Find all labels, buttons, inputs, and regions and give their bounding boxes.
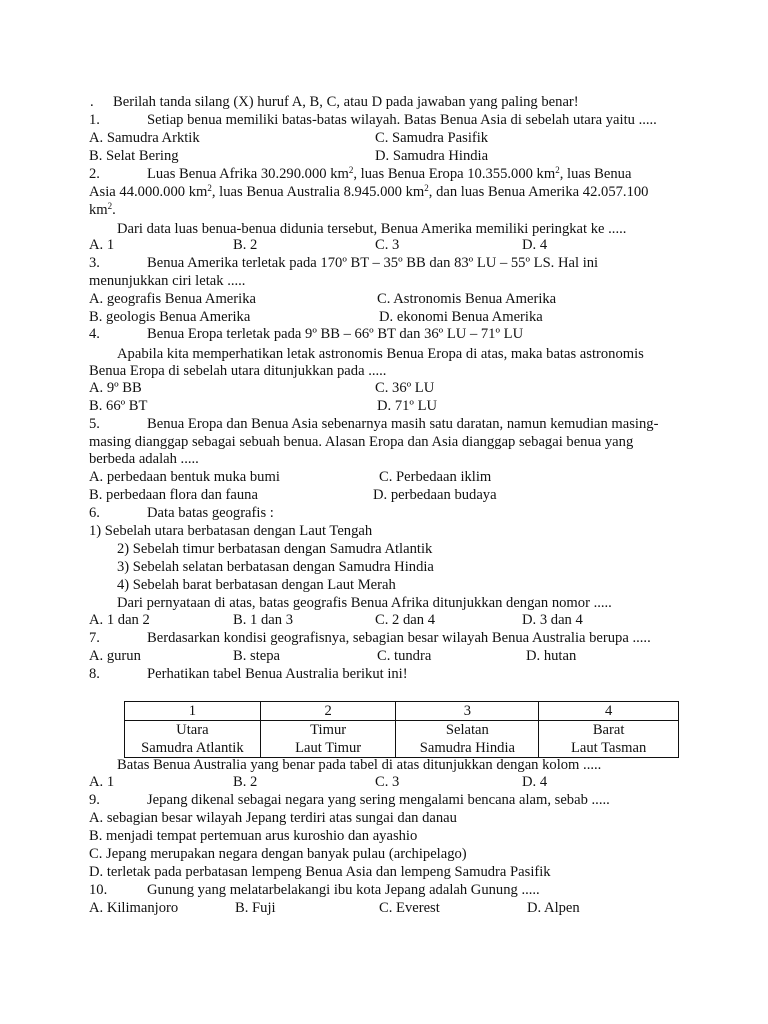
option-a: A. 9º BB (89, 380, 142, 396)
table-cell: Barat Laut Tasman (539, 721, 679, 758)
option-b: B. geologis Benua Amerika (89, 309, 251, 325)
option-a: A. sebagian besar wilayah Jepang terdiri atas sungai dan danau (89, 810, 457, 826)
option-d: D. 4 (522, 774, 548, 790)
question-text: Benua Eropa dan Benua Asia sebenarnya masih satu daratan, namun kemudian masing- (147, 416, 659, 432)
table-row (125, 721, 679, 758)
table-header-cell: 4 (539, 702, 679, 721)
option-c: C. Perbedaan iklim (379, 469, 492, 485)
question-text: Benua Amerika terletak pada 170º BT – 35º BB dan 83º LU – 55º LS. Hal ini (147, 255, 599, 271)
table-cell: Utara Samudra Atlantik (125, 721, 261, 758)
option-a: A. 1 dan 2 (89, 612, 150, 628)
question-text: Jepang dikenal sebagai negara yang sering mengalami bencana alam, sebab ..... (147, 792, 610, 808)
option-c: C. tundra (377, 648, 432, 664)
instruction-text: Berilah tanda silang (X) huruf A, B, C, atau D pada jawaban yang paling benar! (113, 94, 579, 110)
option-d: D. 4 (522, 237, 548, 253)
question-prompt: Apabila kita memperhatikan letak astronomis Benua Eropa di atas, maka batas astronomis (117, 346, 644, 362)
option-d: D. Alpen (527, 900, 580, 916)
instruction-marker: . (90, 94, 94, 110)
question-number: 1. (89, 112, 100, 128)
question-number: 7. (89, 630, 100, 646)
option-b: B. 2 (233, 774, 258, 790)
table-header-cell: 2 (260, 702, 396, 721)
question-prompt: Dari pernyataan di atas, batas geografis Benua Afrika ditunjukkan dengan nomor ..... (117, 595, 612, 611)
question-prompt: Batas Benua Australia yang benar pada tabel di atas ditunjukkan dengan kolom ..... (117, 757, 602, 773)
question-text: masing dianggap sebagai sebuah benua. Alasan Eropa dan Asia dianggap sebagai benua yang (89, 434, 634, 450)
option-b: B. 2 (233, 237, 258, 253)
question-text: Setiap benua memiliki batas-batas wilayah. Batas Benua Asia di sebelah utara yaitu ..... (147, 112, 657, 128)
australia-table (124, 701, 679, 758)
option-c: C. Astronomis Benua Amerika (377, 291, 557, 307)
question-number: 4. (89, 326, 100, 342)
question-prompt: Dari data luas benua-benua didunia tersebut, Benua Amerika memiliki peringkat ke ..... (117, 221, 627, 237)
option-c: C. 36º LU (375, 380, 435, 396)
table-header-row (125, 702, 679, 721)
option-d: D. 71º LU (377, 398, 438, 414)
question-number: 10. (89, 882, 108, 898)
list-item: 1) Sebelah utara berbatasan dengan Laut Tengah (89, 523, 373, 539)
question-number: 2. (89, 166, 100, 182)
option-a: A. 1 (89, 774, 115, 790)
question-number: 8. (89, 666, 100, 682)
list-item: 4) Sebelah barat berbatasan dengan Laut Merah (117, 577, 396, 593)
question-text: Gunung yang melatarbelakangi ibu kota Jepang adalah Gunung ..... (147, 882, 540, 898)
option-d: D. Samudra Hindia (375, 148, 489, 164)
option-b: B. perbedaan flora dan fauna (89, 487, 258, 503)
question-text: Asia 44.000.000 $km^2$, luas Benua Australia 8.945.000 $km^2$, dan luas Benua Amerika 42.057.100 (89, 183, 649, 200)
question-number: 6. (89, 505, 100, 521)
option-c: C. Jepang merupakan negara dengan banyak pulau (archipelago) (89, 846, 467, 862)
table-cell: Timur Laut Timur (260, 721, 396, 758)
option-a: A. Kilimanjoro (89, 900, 179, 916)
question-text: Perhatikan tabel Benua Australia berikut ini! (147, 666, 408, 682)
question-text: Berdasarkan kondisi geografisnya, sebagian besar wilayah Benua Australia berupa ..... (147, 630, 651, 646)
option-b: B. menjadi tempat pertemuan arus kuroshio dan ayashio (89, 828, 418, 844)
table-cell: Selatan Samudra Hindia (396, 721, 539, 758)
option-b: B. Selat Bering (89, 148, 179, 164)
question-text: menunjukkan ciri letak ..... (89, 273, 246, 289)
option-a: A. 1 (89, 237, 115, 253)
question-text: berbeda adalah ..... (89, 451, 199, 467)
option-d: D. hutan (526, 648, 577, 664)
question-text: Benua Eropa terletak pada 9º BB – 66º BT dan 36º LU – 71º LU (147, 326, 524, 342)
option-a: A. geografis Benua Amerika (89, 291, 256, 307)
option-d: D. ekonomi Benua Amerika (379, 309, 543, 325)
option-c: C. Samudra Pasifik (375, 130, 489, 146)
question-prompt: Benua Eropa di sebelah utara ditunjukkan pada ..... (89, 363, 387, 379)
list-item: 2) Sebelah timur berbatasan dengan Samudra Atlantik (117, 541, 433, 557)
question-number: 5. (89, 416, 100, 432)
table-header-cell: 3 (396, 702, 539, 721)
question-text: $km^2$. (89, 201, 116, 218)
option-b: B. stepa (233, 648, 281, 664)
option-a: A. perbedaan bentuk muka bumi (89, 469, 280, 485)
list-item: 3) Sebelah selatan berbatasan dengan Samudra Hindia (117, 559, 434, 575)
option-a: A. Samudra Arktik (89, 130, 200, 146)
question-text: Luas Benua Afrika 30.290.000 $km^2$, luas Benua Eropa 10.355.000 $km^2$, luas Benua (147, 165, 632, 182)
option-b: B. 66º BT (89, 398, 148, 414)
option-c: C. Everest (379, 900, 440, 916)
option-c: C. 3 (375, 237, 400, 253)
question-text: Data batas geografis : (147, 505, 274, 521)
option-c: C. 3 (375, 774, 400, 790)
option-d: D. perbedaan budaya (373, 487, 497, 503)
table-header-cell: 1 (125, 702, 261, 721)
option-c: C. 2 dan 4 (375, 612, 435, 628)
question-number: 9. (89, 792, 100, 808)
option-b: B. 1 dan 3 (233, 612, 293, 628)
question-number: 3. (89, 255, 100, 271)
option-d: D. terletak pada perbatasan lempeng Benua Asia dan lempeng Samudra Pasifik (89, 864, 551, 880)
option-a: A. gurun (89, 648, 141, 664)
option-d: D. 3 dan 4 (522, 612, 583, 628)
option-b: B. Fuji (235, 900, 276, 916)
